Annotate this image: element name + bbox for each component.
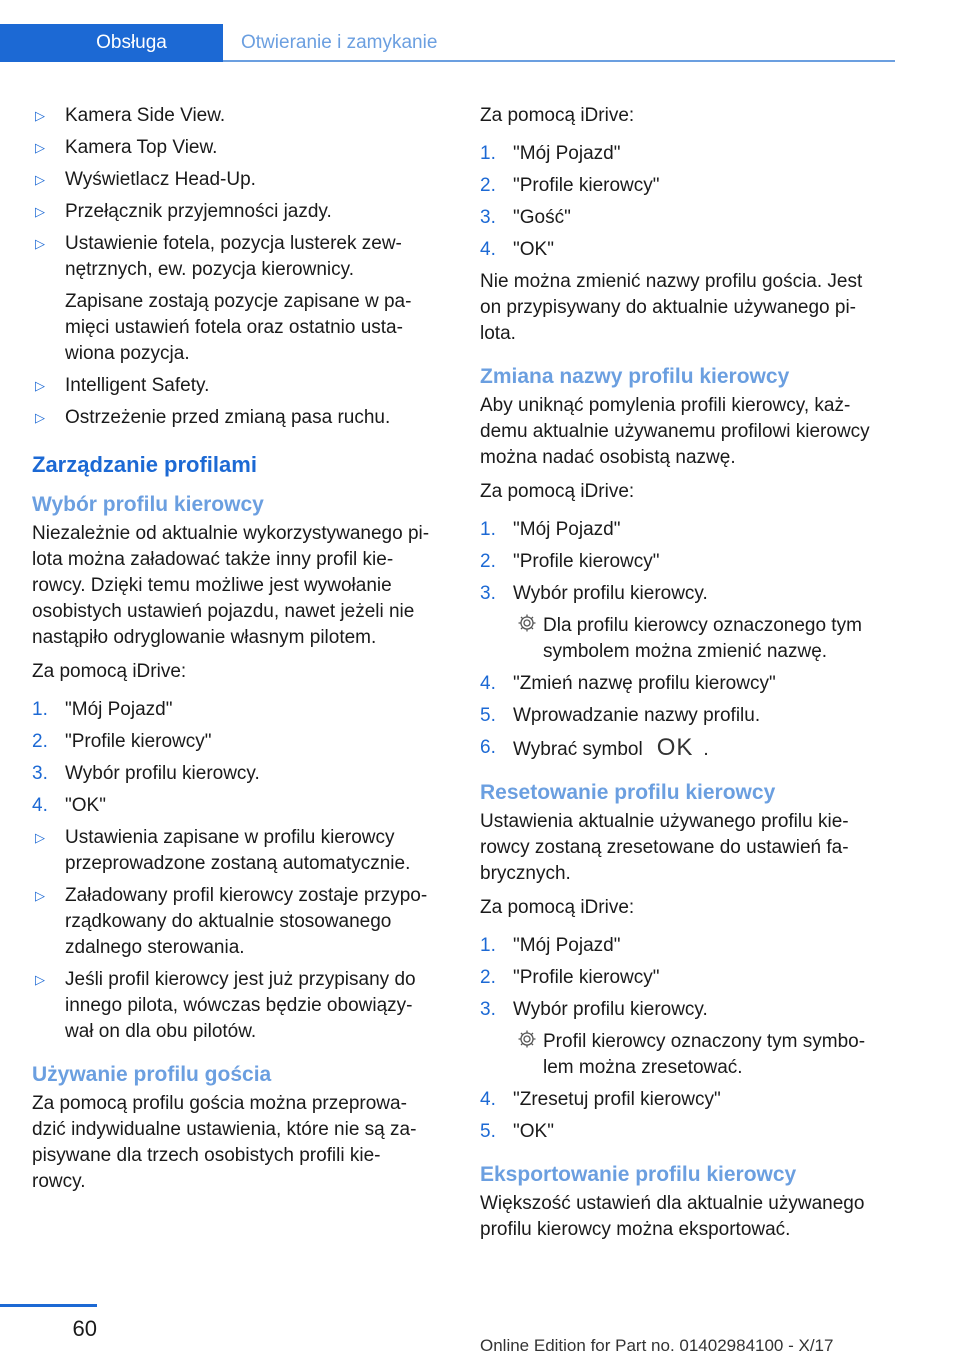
paragraph: Większość ustawień dla aktualnie używanego profilu kierowcy można eksportować. (480, 1193, 865, 1240)
list-item (480, 965, 898, 991)
right-column (480, 103, 898, 1249)
paragraph: Za pomocą iDrive: (480, 897, 635, 918)
subsection-heading: Eksportowanie profilu kierowcy (480, 1163, 797, 1186)
list-item-text: Wprowadzanie nazwy profilu. (513, 705, 761, 726)
list-item-text: Ustawienie fotela, pozycja lusterek zew- nętrznych, ew. pozycja kierownicy. (65, 233, 402, 280)
paragraph: Za pomocą iDrive: (32, 661, 187, 682)
list-item-text: Wybór profilu kierowcy. (513, 999, 708, 1020)
list-item-text: Intelligent Safety. (65, 375, 210, 396)
list-item (480, 933, 898, 959)
gear-icon (517, 1029, 537, 1057)
step-number: 4. (480, 673, 496, 694)
list-item-text: Jeśli profil kierowcy jest już przypisany do innego pilota, wówczas będzie obowiązy- wał on dla obu pilotów. (65, 969, 416, 1042)
list-item-text: "Profile kierowcy" (513, 967, 660, 988)
list-item (32, 199, 450, 225)
list-item-text: Ustawienia zapisane w profilu kierowcy przeprowadzone zostaną automatycznie. (65, 827, 411, 874)
paragraph: Ustawienia aktualnie używanego profilu kie- rowcy zostaną zresetowane do ustawień fa- brycznych. (480, 811, 849, 884)
list-item-text: Załadowany profil kierowcy zostaje przypo- rządkowany do aktualnie stosowanego zdalnego sterowania. (65, 885, 428, 958)
paragraph: Aby uniknąć pomylenia profili kierowcy, każ- demu aktualnie używanemu profilowi kierowcy można nadać osobistą nazwę. (480, 395, 870, 468)
list-item (480, 735, 898, 763)
triangle-bullet-icon: ▷ (35, 888, 45, 903)
step-number: 4. (32, 795, 48, 816)
list-item (480, 237, 898, 263)
list-item (480, 1087, 898, 1113)
paragraph: Nie można zmienić nazwy profilu gościa. Jest on przypisywany do aktualnie używanego pi- lota. (480, 271, 863, 344)
chapter-tab: Otwieranie i zamykanie (223, 24, 895, 62)
list-item-text: "OK" (513, 1121, 554, 1142)
page-number-rule (0, 1304, 97, 1307)
list-item (32, 135, 450, 161)
list-item (32, 883, 450, 961)
list-item-text: "Mój Pojazd" (65, 699, 173, 720)
subsection-heading: Resetowanie profilu kierowcy (480, 781, 776, 804)
triangle-bullet-icon: ▷ (35, 140, 45, 155)
subsection-heading: Wybór profilu kierowcy (32, 493, 264, 516)
subsection-heading: Zmiana nazwy profilu kierowcy (480, 365, 790, 388)
gear-icon (517, 613, 537, 641)
step-number: 2. (480, 175, 496, 196)
step-number: 3. (480, 207, 496, 228)
triangle-bullet-icon: ▷ (35, 972, 45, 987)
list-item-text: Kamera Top View. (65, 137, 218, 158)
triangle-bullet-icon: ▷ (35, 172, 45, 187)
step-number: 4. (480, 239, 496, 260)
list-item-text: "Profile kierowcy" (65, 731, 212, 752)
list-item (32, 825, 450, 877)
list-item (480, 549, 898, 575)
list-item (32, 729, 450, 755)
list-item (480, 205, 898, 231)
list-item-text: Wybór profilu kierowcy. (65, 763, 260, 784)
step-text: Wybrać symbol (513, 739, 643, 760)
list-item (32, 793, 450, 819)
step-number: 5. (480, 1121, 496, 1142)
step-number: 5. (480, 705, 496, 726)
step-number: 3. (32, 763, 48, 784)
step-number: 2. (480, 967, 496, 988)
section-tab: Obsługa (0, 24, 223, 62)
list-item (480, 173, 898, 199)
list-item (480, 997, 898, 1023)
page-header (0, 24, 895, 62)
step-number: 6. (480, 737, 496, 758)
step-text-end: . (703, 739, 709, 760)
section-heading: Zarządzanie profilami (32, 452, 257, 477)
list-item-text: "OK" (65, 795, 106, 816)
step-note-text: Dla profilu kierowcy oznaczonego tym symbolem można zmienić nazwę. (543, 615, 862, 662)
paragraph: Za pomocą profilu gościa można przeprowa- dzić indywidualne ustawienia, które nie są za- pisywane dla trzech osobistych profili kie- rowcy. (32, 1093, 417, 1192)
triangle-bullet-icon: ▷ (35, 236, 45, 251)
step-number: 1. (480, 935, 496, 956)
list-item-text: "Zresetuj profil kierowcy" (513, 1089, 721, 1110)
list-item-text: Wyświetlacz Head-Up. (65, 169, 256, 190)
list-item-text: "Zmień nazwę profilu kierowcy" (513, 673, 776, 694)
list-item-text: Przełącznik przyjemności jazdy. (65, 201, 332, 222)
triangle-bullet-icon: ▷ (35, 378, 45, 393)
list-item-text: "Gość" (513, 207, 571, 228)
list-item-text: "Profile kierowcy" (513, 551, 660, 572)
edition-footer: Online Edition for Part no. 01402984100 - X/17 (480, 1336, 834, 1355)
list-item-text: "Profile kierowcy" (513, 175, 660, 196)
list-item-text: Wybór profilu kierowcy. (513, 583, 708, 604)
list-item (480, 141, 898, 167)
list-item-text (513, 735, 898, 763)
subsection-heading: Używanie profilu gościa (32, 1063, 272, 1086)
list-item (32, 761, 450, 787)
step-note (513, 613, 898, 665)
step-note (513, 1029, 898, 1081)
step-number: 4. (480, 1089, 496, 1110)
step-number: 3. (480, 999, 496, 1020)
triangle-bullet-icon: ▷ (35, 410, 45, 425)
list-item (32, 167, 450, 193)
list-item (32, 405, 450, 431)
list-item (480, 517, 898, 543)
list-item-text: Kamera Side View. (65, 105, 226, 126)
paragraph: Niezależnie od aktualnie wykorzystywanego pi- lota można załadować także inny profil kie- rowcy. Dzięki temu możliwe jest wywołanie osobistych ustawień pojazdu, nawet jeżeli nie nastąpiło odryglowanie własnym pilotem. (32, 523, 430, 648)
list-item (32, 697, 450, 723)
paragraph: Za pomocą iDrive: (480, 481, 635, 502)
list-item (32, 231, 450, 283)
step-number: 3. (480, 583, 496, 604)
triangle-bullet-icon: ▷ (35, 108, 45, 123)
list-item (480, 581, 898, 607)
list-item (32, 103, 450, 129)
step-note-text: Profil kierowcy oznaczony tym symbo- lem można zresetować. (543, 1031, 866, 1078)
list-item-text: "Mój Pojazd" (513, 519, 621, 540)
list-item (480, 703, 898, 729)
header-divider (223, 60, 895, 62)
step-number: 1. (480, 143, 496, 164)
list-item-text: "OK" (513, 239, 554, 260)
step-number: 2. (480, 551, 496, 572)
left-column (32, 103, 450, 1201)
triangle-bullet-icon: ▷ (35, 204, 45, 219)
list-item-text: "Mój Pojazd" (513, 935, 621, 956)
list-item-text: Ostrzeżenie przed zmianą pasa ruchu. (65, 407, 391, 428)
list-item (32, 967, 450, 1045)
page-number: 60 (72, 1316, 97, 1341)
list-item-note: Zapisane zostają pozycje zapisane w pa- mięci ustawień fotela oraz ostatnio usta- wiona pozycja. (65, 291, 412, 364)
list-item (32, 373, 450, 399)
step-number: 1. (480, 519, 496, 540)
paragraph: Za pomocą iDrive: (480, 105, 635, 126)
list-item (480, 1119, 898, 1145)
list-item-text: "Mój Pojazd" (513, 143, 621, 164)
ok-symbol-icon: OK (656, 734, 694, 761)
step-number: 1. (32, 699, 48, 720)
step-number: 2. (32, 731, 48, 752)
triangle-bullet-icon: ▷ (35, 830, 45, 845)
list-item (480, 671, 898, 697)
